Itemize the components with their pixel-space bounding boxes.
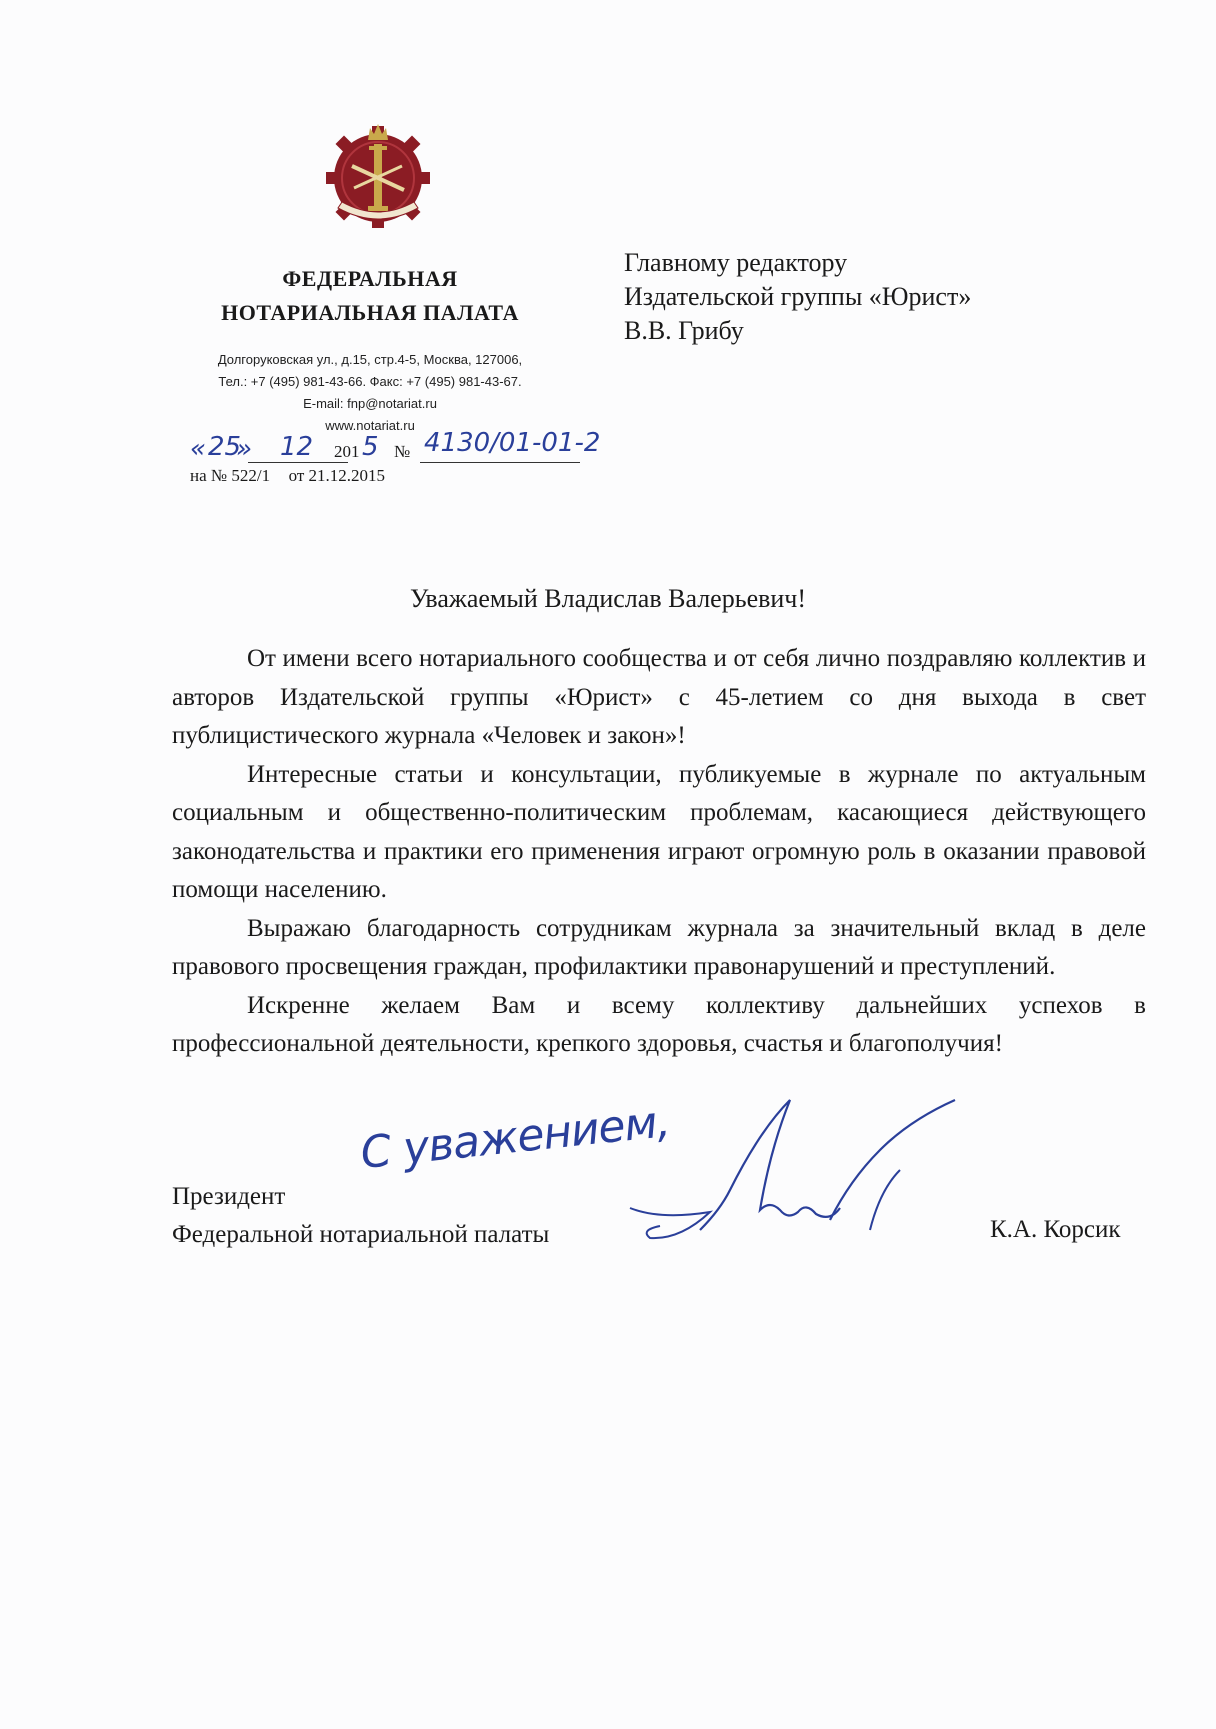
signatory-name: К.А. Корсик bbox=[990, 1216, 1121, 1243]
reg-number: 4130/01-01-2 bbox=[424, 428, 601, 458]
letter-body bbox=[172, 640, 1146, 1064]
reg-year-suffix: 5 bbox=[362, 432, 379, 462]
handwritten-regards: С уважением, bbox=[358, 1095, 672, 1180]
registration-line bbox=[188, 428, 618, 468]
recipient-line-1: Главному редактору bbox=[624, 248, 848, 277]
org-website: www.notariat.ru bbox=[325, 418, 415, 433]
body-paragraph-4: Искренне желаем Вам и всему коллективу дальнейших успехов в профессиональной деятельности, крепкого здоровья, счастья и благополучия! bbox=[172, 991, 1146, 1057]
ref-number: на № 522/1 bbox=[190, 466, 271, 485]
signatory-title bbox=[172, 1178, 549, 1254]
body-paragraph-2: Интересные статьи и консультации, публикуемые в журнале по актуальным социальным и общественно-политическим проблемам, касающиеся действующего законодательства и практики его применения играют огромную роль в оказании правовой помощи населению. bbox=[172, 760, 1146, 903]
org-phones: Тел.: +7 (495) 981-43-66. Факс: +7 (495) 981-43-67. bbox=[218, 374, 522, 389]
reference-line bbox=[190, 466, 385, 486]
recipient-line-2: Издательской группы «Юрист» bbox=[624, 282, 972, 311]
reg-number-label: № bbox=[394, 442, 411, 461]
body-paragraph-3: Выражаю благодарность сотрудникам журнала за значительный вклад в деле правового просвещения граждан, профилактики правонарушений и преступлений. bbox=[172, 914, 1146, 980]
org-email: E-mail: fnp@notariat.ru bbox=[303, 396, 437, 411]
org-address: Долгоруковская ул., д.15, стр.4-5, Москва, 127006, bbox=[217, 352, 523, 367]
reg-number-underline bbox=[420, 462, 580, 463]
signature-scribble-icon bbox=[620, 1090, 980, 1250]
reg-close-quote: » bbox=[236, 434, 253, 464]
reg-day: 25 bbox=[208, 432, 242, 462]
emblem-crown-icon bbox=[368, 124, 388, 140]
reg-open-quote: « bbox=[190, 434, 207, 464]
letter-greeting: Уважаемый Владислав Валерьевич! bbox=[409, 584, 807, 613]
reg-month-underline bbox=[248, 462, 348, 463]
signatory-title-line-1: Президент bbox=[172, 1183, 286, 1210]
reg-year-prefix: 201 bbox=[334, 442, 360, 461]
body-paragraph-1: От имени всего нотариального сообщества и от себя лично поздравляю коллектив и авторов Издательской группы «Юрист» с 45-летием со дня выхода в свет публицистического журнала «Человек и закон»! bbox=[172, 645, 1146, 749]
recipient-line-3: В.В. Грибу bbox=[624, 316, 744, 345]
notary-chamber-emblem bbox=[318, 118, 438, 228]
ref-date: от 21.12.2015 bbox=[288, 466, 386, 485]
org-name-line-1: ФЕДЕРАЛЬНАЯ bbox=[282, 266, 458, 291]
org-name-line-2: НОТАРИАЛЬНАЯ ПАЛАТА bbox=[221, 300, 519, 325]
signatory-title-line-2: Федеральной нотариальной палаты bbox=[172, 1221, 550, 1248]
reg-month: 12 bbox=[280, 432, 314, 462]
recipient-block bbox=[624, 246, 971, 348]
